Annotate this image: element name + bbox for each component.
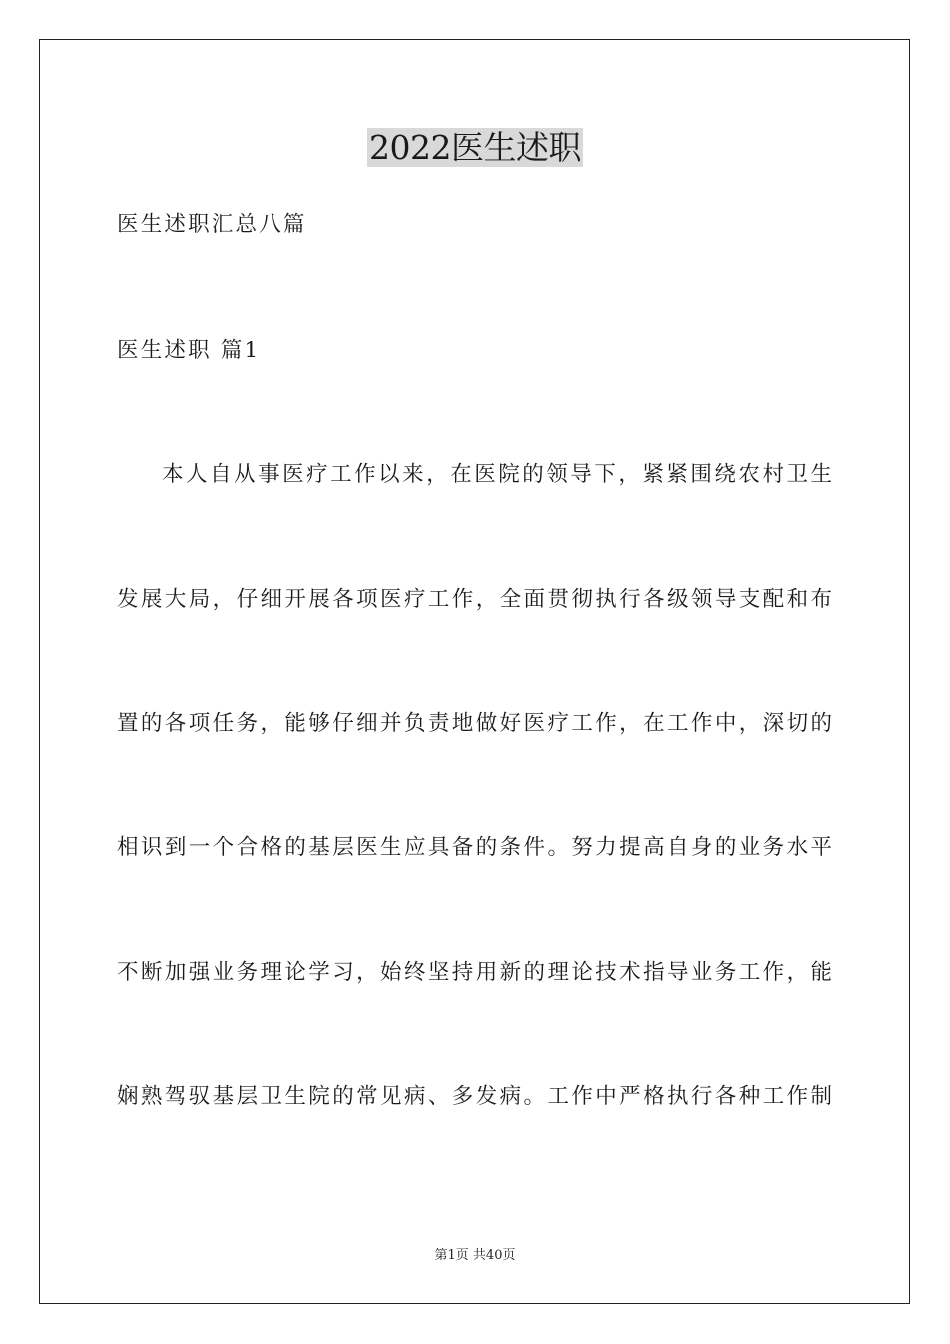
- page-number-footer: 第1页 共40页: [434, 1248, 516, 1263]
- document-title: 2022医生述职: [369, 128, 581, 167]
- paragraph-line: 发展大局，仔细开展各项医疗工作，全面贯彻执行各级领导支配和布: [117, 587, 832, 612]
- paragraph-line: 置的各项任务，能够仔细并负责地做好医疗工作，在工作中，深切的: [117, 711, 832, 736]
- paragraph-line: 不断加强业务理论学习，始终坚持用新的理论技术指导业务工作，能: [117, 960, 832, 985]
- document-subtitle: 医生述职汇总八篇: [117, 212, 307, 237]
- paragraph-line: 相识到一个合格的基层医生应具备的条件。努力提高自身的业务水平: [117, 835, 832, 860]
- paragraph-line: 本人自从事医疗工作以来，在医院的领导下，紧紧围绕农村卫生: [162, 462, 832, 487]
- document-title-block: [0, 126, 950, 170]
- paragraph-line: 娴熟驾驭基层卫生院的常见病、多发病。工作中严格执行各种工作制: [117, 1084, 832, 1109]
- section-heading: 医生述职 篇1: [117, 338, 261, 363]
